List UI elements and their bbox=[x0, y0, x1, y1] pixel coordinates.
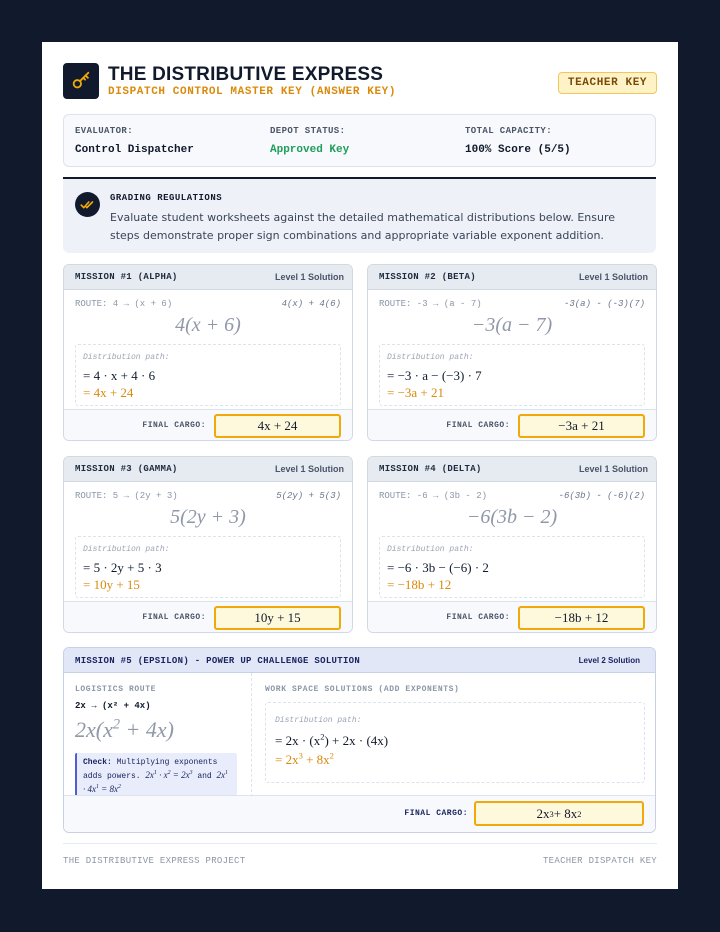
depot-status-label: DEPOT STATUS: bbox=[270, 126, 346, 136]
mission-expression: −3(a − 7) bbox=[471, 314, 553, 336]
distribution-step: = −6 · 3b − (−6) · 2 bbox=[387, 560, 489, 575]
mission-footer bbox=[64, 601, 352, 632]
final-cargo-label: FINAL CARGO: bbox=[142, 613, 206, 622]
mission-footer bbox=[368, 601, 656, 632]
final-cargo-label: FINAL CARGO: bbox=[142, 421, 206, 430]
distribution-step: = $2x \cdot (x^2) + 2x \cdot (4x)$ bbox=[275, 731, 389, 748]
grading-regulations bbox=[63, 177, 656, 253]
distribution-path-label: Distribution path: bbox=[83, 545, 170, 554]
total-capacity-value: 100% Score (5/5) bbox=[465, 144, 571, 156]
final-cargo-label: FINAL CARGO: bbox=[446, 421, 510, 430]
mission-header bbox=[368, 265, 656, 290]
mission-header bbox=[368, 457, 656, 482]
mission-header bbox=[64, 648, 655, 673]
mission-expression: 5(2y + 3) bbox=[170, 506, 246, 528]
mission-title: MISSION #5 (EPSILON) - POWER UP CHALLENGE SOLUTION bbox=[75, 656, 361, 666]
mission-title: MISSION #2 (BETA) bbox=[379, 272, 476, 282]
mission-route: ROUTE: -3 → (a - 7) bbox=[379, 299, 482, 309]
final-cargo-answer: −18b + 12 bbox=[518, 606, 645, 630]
mission-level: Level 1 Solution bbox=[578, 464, 648, 474]
footer-key-name: TEACHER DISPATCH KEY bbox=[542, 856, 657, 866]
check-and: and bbox=[197, 772, 212, 781]
evaluator-value: Control Dispatcher bbox=[75, 144, 194, 156]
distribution-path-box bbox=[379, 344, 645, 406]
page-subtitle: DISPATCH CONTROL MASTER KEY (ANSWER KEY) bbox=[108, 86, 397, 98]
check-text: Multiplying exponents adds powers. bbox=[83, 758, 218, 781]
mission-footer bbox=[368, 409, 656, 440]
page-footer bbox=[63, 843, 657, 868]
mission-header bbox=[64, 265, 352, 290]
distribution-path-box bbox=[265, 702, 645, 783]
key-icon bbox=[63, 63, 99, 99]
mission-card-5 bbox=[63, 647, 656, 833]
distribution-path-box bbox=[75, 344, 341, 406]
final-cargo-answer: −3a + 21 bbox=[518, 414, 645, 438]
final-cargo-label: FINAL CARGO: bbox=[446, 613, 510, 622]
mission-route-equation: -3(a) - (-3)(7) bbox=[563, 299, 645, 309]
mission-level: Level 1 Solution bbox=[274, 464, 344, 474]
header bbox=[63, 63, 657, 103]
distribution-step: = −3 · a − (−3) · 7 bbox=[387, 368, 482, 383]
mission-header bbox=[64, 457, 352, 482]
simplified-step: = 4x + 24 bbox=[83, 385, 134, 400]
mission-card-2 bbox=[367, 264, 657, 441]
grading-regulations-text: Evaluate student worksheets against the detailed mathematical distributions below. Ensure steps demonstrate proper sign combinations and appropriate variable exponent addition. bbox=[110, 211, 616, 242]
check-title: Check: bbox=[83, 758, 112, 767]
footer-project-name: THE DISTRIBUTIVE EXPRESS PROJECT bbox=[63, 856, 246, 866]
info-panel bbox=[63, 114, 656, 167]
evaluator-label: EVALUATOR: bbox=[75, 126, 134, 136]
mission-level: Level 2 Solution bbox=[578, 656, 640, 665]
distribution-step: = 4 · x + 4 · 6 bbox=[83, 368, 156, 383]
mission-level: Level 1 Solution bbox=[578, 272, 648, 282]
mission-expression: 4(x + 6) bbox=[175, 314, 241, 336]
depot-status-field bbox=[270, 126, 349, 156]
mission-route-equation: -6(3b) - (-6)(2) bbox=[558, 491, 645, 501]
mission-route: ROUTE: 5 → (2y + 3) bbox=[75, 491, 178, 501]
total-capacity-label: TOTAL CAPACITY: bbox=[465, 126, 553, 136]
work-space-label: WORK SPACE SOLUTIONS (ADD EXPONENTS) bbox=[265, 685, 460, 694]
distribution-step: = 5 · 2y + 5 · 3 bbox=[83, 560, 162, 575]
page-title: THE DISTRIBUTIVE EXPRESS bbox=[108, 64, 384, 85]
evaluator-field bbox=[75, 126, 194, 156]
distribution-path-label: Distribution path: bbox=[83, 353, 170, 362]
mission-route-equation: 4(x) + 4(6) bbox=[281, 299, 341, 309]
mission-title: MISSION #4 (DELTA) bbox=[379, 464, 482, 474]
mission-footer bbox=[64, 409, 352, 440]
mission-route: ROUTE: -6 → (3b - 2) bbox=[379, 491, 488, 501]
final-cargo-label: FINAL CARGO: bbox=[404, 809, 468, 818]
mission-route: ROUTE: 4 → (x + 6) bbox=[75, 299, 173, 309]
simplified-step: = 10y + 15 bbox=[83, 577, 140, 592]
mission-title: MISSION #3 (GAMMA) bbox=[75, 464, 178, 474]
mission-card-3 bbox=[63, 456, 353, 633]
exponent-check-note bbox=[75, 753, 237, 797]
final-cargo-answer: 10y + 15 bbox=[214, 606, 341, 630]
grading-regulations-title: GRADING REGULATIONS bbox=[110, 193, 223, 203]
distribution-path-label: Distribution path: bbox=[387, 545, 474, 554]
logistics-route-panel bbox=[64, 673, 252, 797]
mission-level: Level 1 Solution bbox=[274, 272, 344, 282]
double-check-icon bbox=[75, 192, 100, 217]
mission-expression: $2x(x^2 + 4x)$ bbox=[75, 716, 174, 742]
distribution-path-label: Distribution path: bbox=[275, 716, 362, 725]
mission-expression: −6(3b − 2) bbox=[466, 506, 558, 528]
mission-card-4 bbox=[367, 456, 657, 633]
teacher-key-badge: TEACHER KEY bbox=[558, 72, 657, 94]
final-cargo-answer: 4x + 24 bbox=[214, 414, 341, 438]
depot-status-value: Approved Key bbox=[270, 144, 350, 156]
simplified-step: = −3a + 21 bbox=[387, 385, 445, 400]
final-cargo-answer: 2x 3 + 8x 2 bbox=[474, 801, 644, 826]
mission-title: MISSION #1 (ALPHA) bbox=[75, 272, 178, 282]
distribution-path-box bbox=[379, 536, 645, 598]
check-formula-1: $2x^1 \cdot x^2 = 2x^3$ bbox=[145, 770, 193, 780]
logistics-route: 2x → (x² + 4x) bbox=[75, 701, 151, 711]
mission-card-1 bbox=[63, 264, 353, 441]
distribution-path-label: Distribution path: bbox=[387, 353, 474, 362]
total-capacity-field bbox=[465, 126, 571, 156]
answer-key-sheet bbox=[42, 42, 678, 889]
check-formula-2: $2x^1 \cdot 4x^1 = 8x^2$ bbox=[83, 770, 228, 794]
simplified-step: = −18b + 12 bbox=[387, 577, 452, 592]
mission-route-equation: 5(2y) + 5(3) bbox=[276, 491, 341, 501]
mission-footer bbox=[64, 795, 655, 832]
distribution-path-box bbox=[75, 536, 341, 598]
logistics-route-label: LOGISTICS ROUTE bbox=[75, 685, 157, 694]
simplified-step: = $2x^3 + 8x^2$ bbox=[275, 750, 334, 767]
